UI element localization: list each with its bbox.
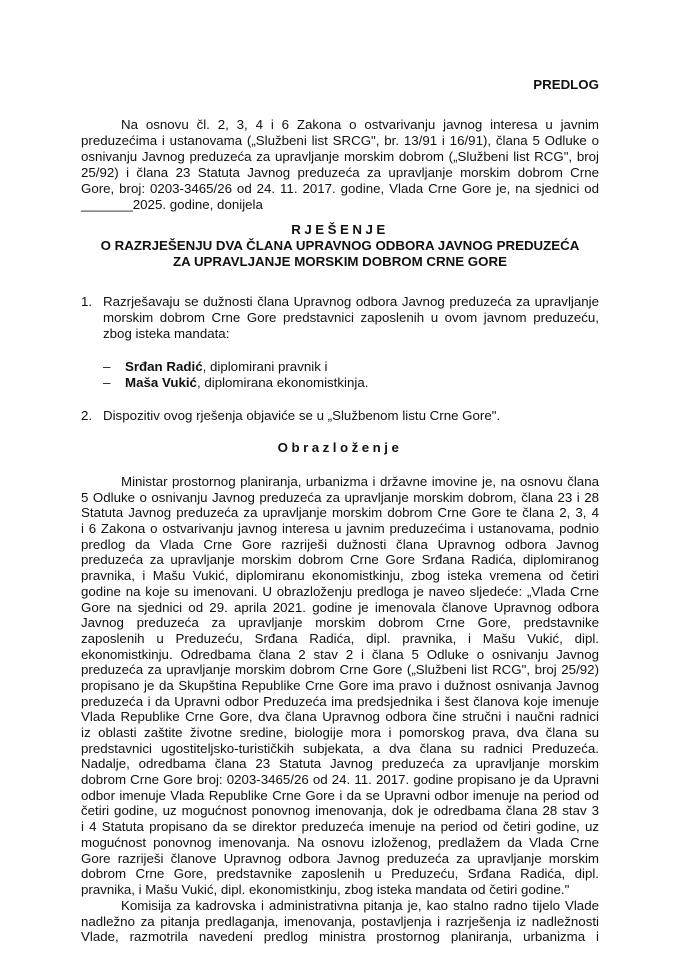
item-number: 2. [81, 408, 93, 423]
text-line: i 6 Zakona o ostvarivanju javnog interesa u javnim preduzećima i ustanovama, podnio [81, 521, 599, 537]
dash-icon: – [103, 375, 111, 390]
text-line: i 4 Statuta propisano da se direktor preduzeća imenuje na period od četiri godine, uz [81, 819, 599, 835]
explanation-paragraph-2 [81, 898, 599, 945]
text-line: preduzeća i da Upravni odbor Preduzeća ima predsjednika i šest članova koje imenuje [81, 693, 599, 709]
text-line: Razrješavaju se dužnosti člana Upravnog odbora Javnog preduzeća za upravljanje [103, 294, 599, 309]
text-line: zbog isteka mandata: [103, 326, 230, 341]
text-line: 25/92) i člana 23 Statuta Javnog preduzeća za upravljanje morskim dobrom Crne [81, 165, 599, 180]
text-line: četiri godine, uz mogućnost ponovnog imenovanja, dok je odredbama člana 28 stav 3 [81, 803, 599, 819]
explanation-heading: Obrazloženje [277, 440, 403, 455]
text-line: Gore na sjednici od 29. aprila 2021. godine je imenovala članove Upravnog odbora [81, 599, 599, 615]
text-line: mogućnost ponovnog imenovanja. Na osnovu izloženog, predlažem da Vlada Crne [81, 834, 599, 850]
item-1 [81, 294, 599, 342]
text-line: ekonomistkinju. Odredbama člana 2 stav 2 i člana 5 Odluke o osnivanju Javnog [81, 646, 599, 662]
intro-paragraph [81, 117, 599, 213]
text-line: odbor imenuje Vlada Republike Crne Gore i da se Upravni odbor imenuje na period od [81, 787, 599, 803]
text-line: morskim dobrom Crne Gore predstavnici zaposlenih u ovom javnom preduzeću, [103, 310, 599, 325]
member-title: , diplomirani pravnik i [202, 359, 328, 374]
item-2 [81, 408, 599, 424]
text-line: godine na koje su imenovani. U obrazloženju predloga je naveo sljedeće: „Vlada Crne [81, 583, 599, 599]
decision-subtitle [81, 238, 599, 270]
text-line: Gore, broj: 0203-3465/26 od 24. 11. 2017. godine, Vlada Crne Gore je, na sjednici od [81, 181, 599, 196]
text-line: Vlada Republike Crne Gore, dva člana Upravnog odbora čine stručni i naučni radnici [81, 709, 599, 725]
text-line: dobrom Crne Gore, predstavnike zaposlenih u Preduzeću, Srđana Radića, dipl. [81, 866, 599, 882]
member-item [81, 375, 599, 391]
text-line: dobrom Crne Gore broj: 0203-3465/26 od 24. 11. 2017. godine propisano je da Upravni [81, 772, 599, 788]
text-line: osnivanju Javnog preduzeća za upravljanje morskim dobrom („Službeni list RCG", broj [81, 149, 599, 164]
member-title: , diplomirana ekonomistkinja. [196, 375, 369, 390]
explanation-paragraph-1 [81, 474, 599, 898]
member-name: Maša Vukić [125, 375, 197, 390]
text-line: predlog da Vlada Crne Gore razriješi dužnosti člana Upravnog odbora Javnog [81, 536, 599, 552]
text-line: predstavnici ugostiteljsko-turističkih subjekata, a dva člana su radnici Preduzeća. [81, 740, 599, 756]
text-line: preduzeća za upravljanje morskim dobrom Crne Gore Srđana Radića, diplomiranog [81, 552, 599, 568]
members-list [81, 359, 599, 391]
text-line: Na osnovu čl. 2, 3, 4 i 6 Zakona o ostvarivanju javnog interesa u javnim [121, 117, 599, 132]
text-line: ZA UPRAVLJANJE MORSKIM DOBROM CRNE GORE [173, 254, 507, 269]
text-line: Javnog preduzeća za upravljanje morskim dobrom Crne Gore, predstavnike [81, 615, 599, 631]
text-line: 5 Odluke o osnivanju Javnog preduzeća za upravljanje morskim dobrom, člana 23 i 28 [81, 489, 599, 505]
text-line: Statuta Javnog preduzeća za upravljanje morskim dobrom Crne Gore te člana 2, 3, 4 [81, 505, 599, 521]
text-line: preduzeća za upravljanje morskim dobrom Crne Gore („Službeni list RCG", broj 25/92) [81, 662, 599, 678]
decision-title [81, 222, 599, 270]
item-text [103, 294, 599, 342]
item-number: 1. [81, 294, 93, 309]
text-line: nadležno za pitanja predlaganja, imenovanja, postavljenja i razrješenja iz nadležnosti [81, 913, 599, 929]
dash-icon: – [103, 359, 111, 374]
text-line: zaposlenih u Preduzeću, Srđana Radića, dipl. pravnika, i Mašu Vukić, dipl. [81, 630, 599, 646]
text-line: Ministar prostornog planiranja, urbanizma i državne imovine je, na osnovu člana [121, 474, 599, 489]
text-line: O RAZRJEŠENJU DVA ČLANA UPRAVNOG ODBORA JAVNOG PREDUZEĆA [100, 238, 580, 253]
text-line: pravnika, i Mašu Vukić, diplomiranu ekonomistkinju, zbog isteka vremena od četiri [81, 568, 599, 584]
text-line: Vlade, razmotrila navedeni predlog ministra prostornog planiranja, urbanizma i [81, 929, 599, 945]
member-item [81, 359, 599, 375]
text-line: Nadalje, odredbama člana 23 Statuta Javnog preduzeća za upravljanje morskim [81, 756, 599, 772]
decision-heading: RJEŠENJE [291, 222, 389, 237]
text-line: Komisija za kadrovska i administrativna pitanja je, kao stalno radno tijelo Vlade [121, 898, 599, 913]
member-name: Srđan Radić [125, 359, 203, 374]
text-line: iz oblasti zaštite životne sredine, biologije mora i pomorskog prava, dva člana su [81, 725, 599, 740]
text-line: _______2025. godine, donijela [81, 197, 263, 212]
item-text [103, 408, 599, 424]
text-line: pravnika, i Mašu Vukić, dipl. ekonomistkinju, zbog isteka mandata od četiri godine." [81, 881, 570, 897]
text-line: Gore razriješi članove Upravnog odbora Javnog preduzeća za upravljanje morskim [81, 850, 599, 866]
text-line: preduzećima i ustanovama („Službeni list SRCG", br. 13/91 i 16/91), člana 5 Odluke o [81, 133, 599, 148]
text-line: propisano je da Skupština Republike Crne Gore ima pravo i dužnost osnivanja Javnog [81, 677, 599, 693]
text-line: Dispozitiv ovog rješenja objaviće se u „Službenom listu Crne Gore". [103, 408, 501, 423]
document-label: PREDLOG [533, 77, 599, 92]
